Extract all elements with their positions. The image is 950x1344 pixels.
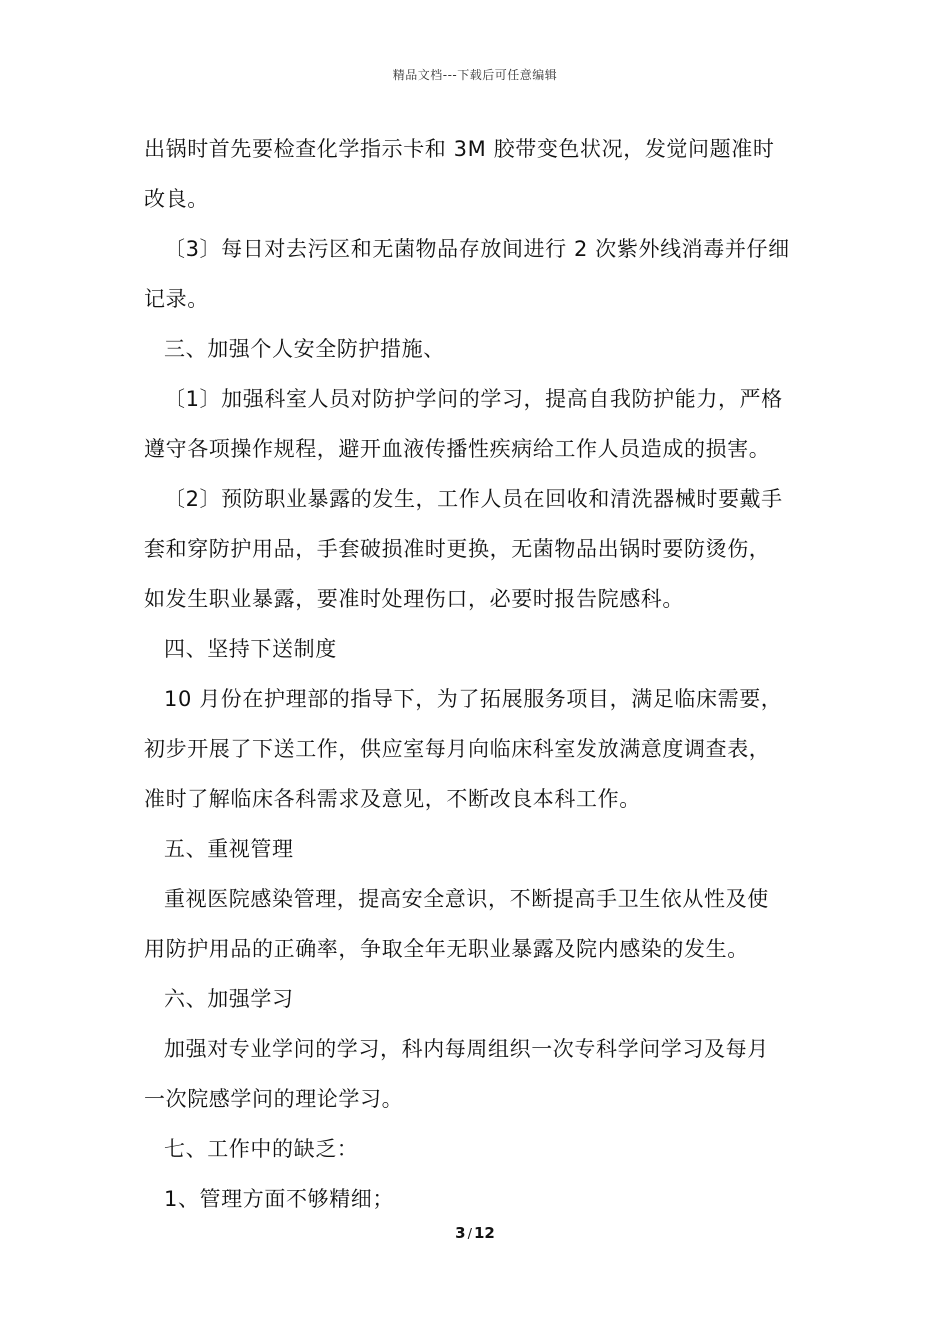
text-line: 改良。	[144, 187, 209, 211]
section-heading: 三、加强个人安全防护措施、	[164, 337, 445, 361]
section-heading: 四、坚持下送制度	[164, 637, 337, 661]
page-separator: /	[467, 1227, 472, 1242]
text-line: 遵守各项操作规程，避开血液传播性疾病给工作人员造成的损害。	[144, 437, 771, 461]
section-heading: 七、工作中的缺乏：	[164, 1137, 359, 1161]
section-heading: 五、重视管理	[164, 837, 294, 861]
text-line: 记录。	[144, 287, 209, 311]
text-line: 1、管理方面不够精细；	[164, 1187, 394, 1211]
page-number	[0, 1224, 950, 1242]
text-line: 重视医院感染管理，提高安全意识，不断提高手卫生依从性及使	[164, 887, 769, 911]
text-line: 准时了解临床各科需求及意见，不断改良本科工作。	[144, 787, 641, 811]
text-line: 加强对专业学问的学习，科内每周组织一次专科学问学习及每月	[164, 1037, 769, 1061]
page-current: 3	[455, 1224, 466, 1242]
text-line: 如发生职业暴露，要准时处理伤口，必要时报告院感科。	[144, 587, 684, 611]
page-total: 12	[473, 1224, 495, 1242]
text-line: 初步开展了下送工作，供应室每月向临床科室发放满意度调查表，	[144, 737, 771, 761]
page-header: 精品文档---下载后可任意编辑	[392, 68, 558, 82]
text-line: 〔3〕每日对去污区和无菌物品存放间进行 2 次紫外线消毒并仔细	[164, 237, 790, 261]
text-line: 用防护用品的正确率，争取全年无职业暴露及院内感染的发生。	[144, 937, 749, 961]
section-heading: 六、加强学习	[164, 987, 294, 1011]
document-body	[144, 124, 808, 1224]
text-line: 出锅时首先要检查化学指示卡和 3M 胶带变色状况，发觉问题准时	[144, 137, 775, 161]
text-line: 〔2〕预防职业暴露的发生，工作人员在回收和清洗器械时要戴手	[164, 487, 783, 511]
text-line: 一次院感学问的理论学习。	[144, 1087, 404, 1111]
text-line: 10 月份在护理部的指导下，为了拓展服务项目，满足临床需要，	[164, 687, 783, 711]
text-line: 套和穿防护用品，手套破损准时更换，无菌物品出锅时要防烫伤，	[144, 537, 771, 561]
text-line: 〔1〕加强科室人员对防护学问的学习，提高自我防护能力，严格	[164, 387, 783, 411]
